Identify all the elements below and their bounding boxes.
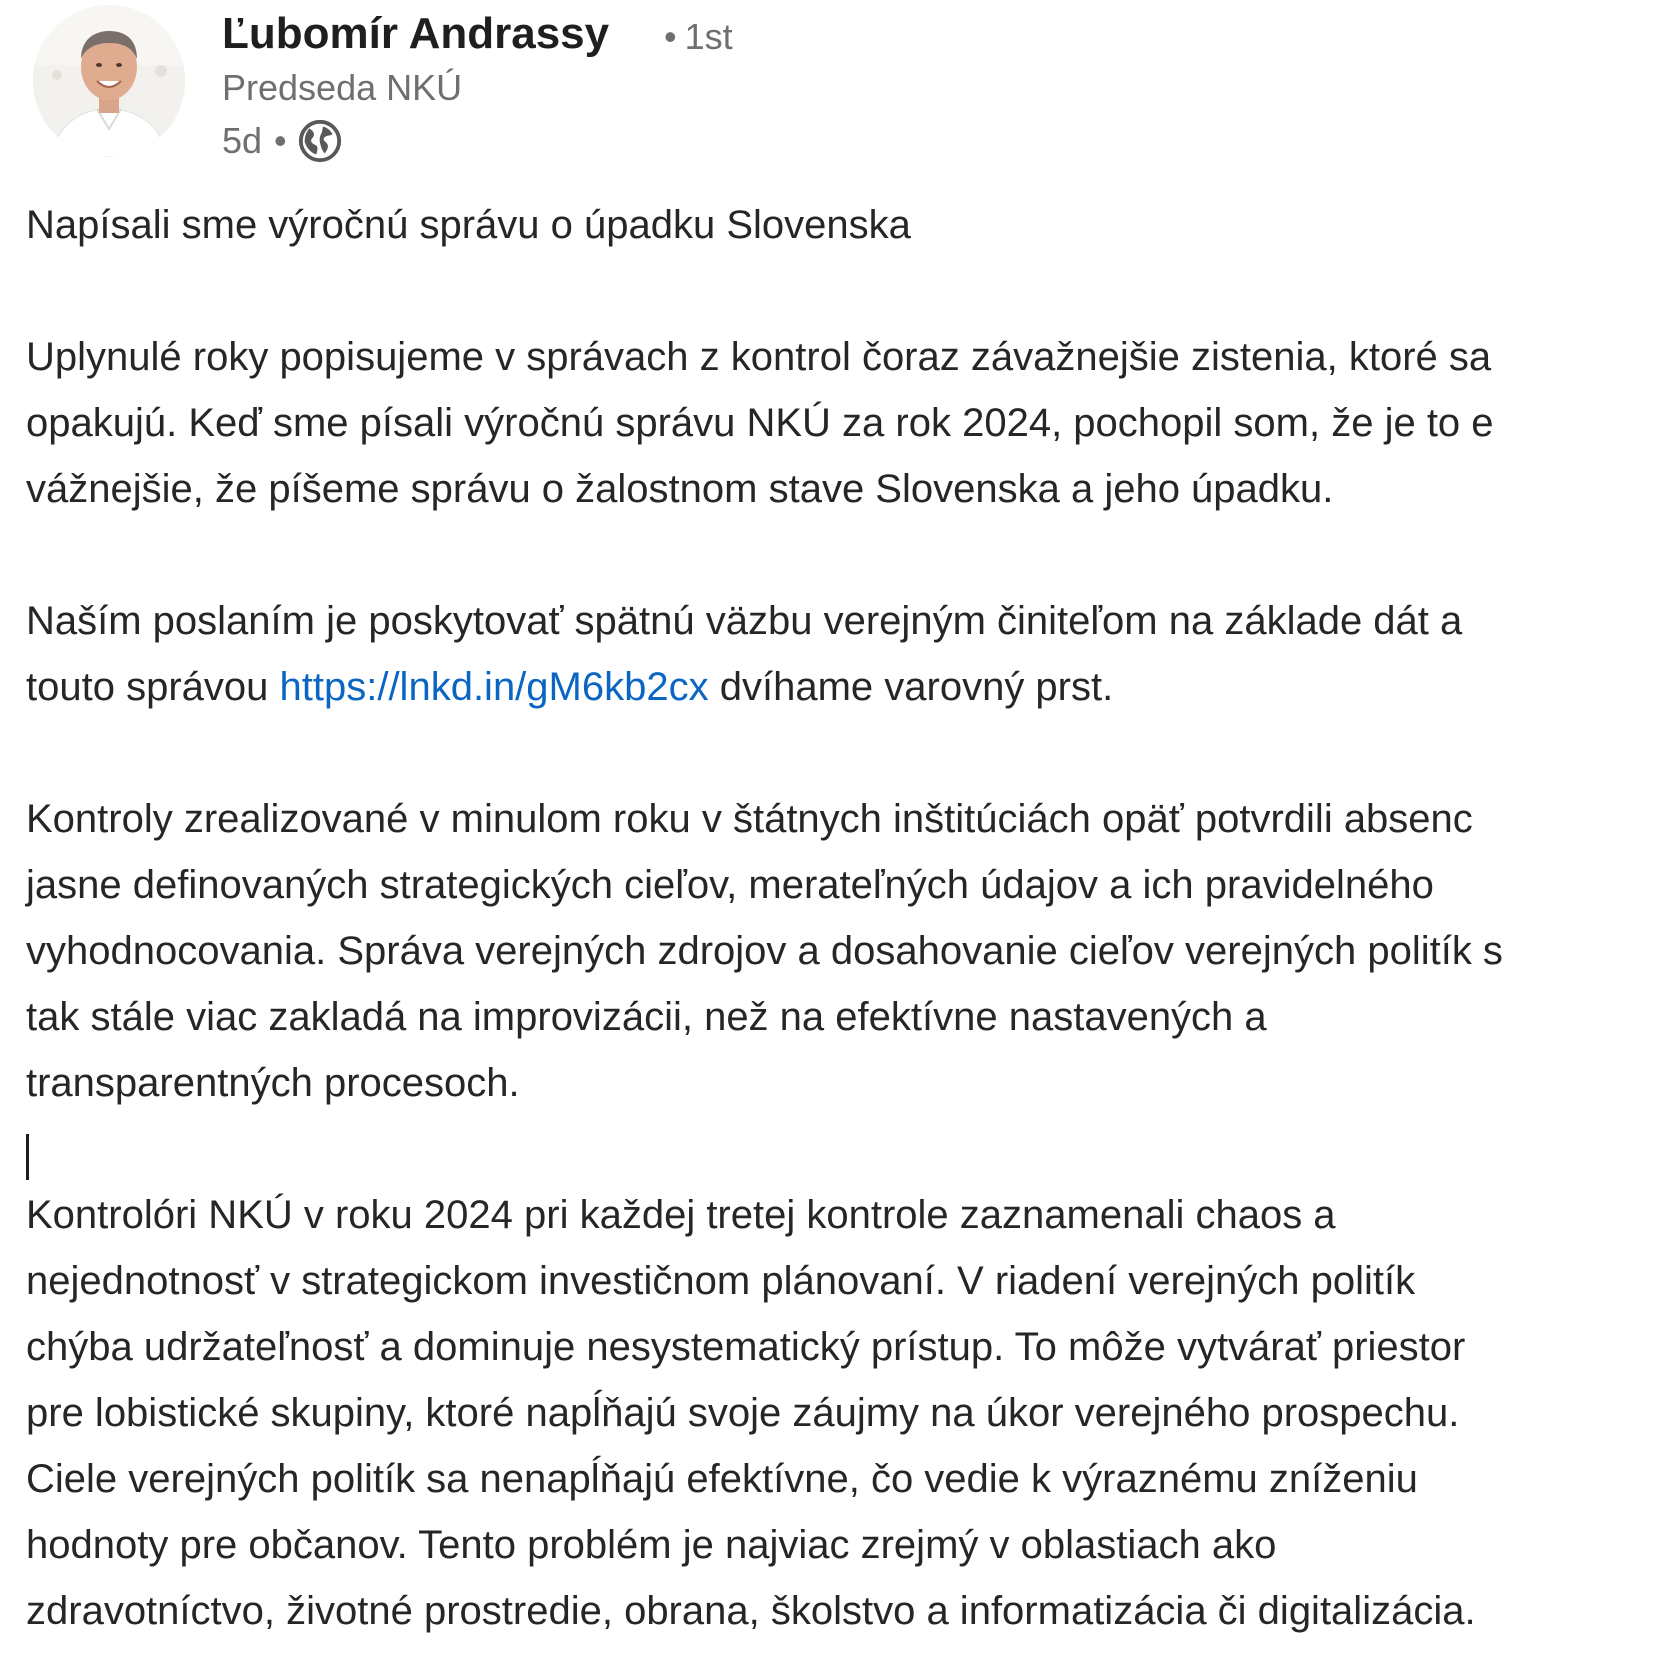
post-line: Naším poslaním je poskytovať spätnú väzbu verejným činiteľom na základe dát a [26, 599, 1463, 643]
author-name[interactable]: Ľubomír Andrassy [222, 9, 610, 58]
post-line: vyhodnocovania. Správa verejných zdrojov a dosahovanie cieľov verejných politík s [26, 929, 1503, 973]
post-line: zdravotníctvo, životné prostredie, obrana, školstvo a informatizácia či digitalizácia. [26, 1589, 1476, 1633]
post-line: opakujú. Keď sme písali výročnú správu NKÚ za rok 2024, pochopil som, že je to e [26, 401, 1494, 445]
post-line: Kontrolóri NKÚ v roku 2024 pri každej tretej kontrole zaznamenali chaos a [26, 1193, 1336, 1237]
post-line: vážnejšie, že píšeme správu o žalostnom stave Slovenska a jeho úpadku. [26, 467, 1334, 511]
avatar[interactable] [33, 5, 185, 157]
text-caret [26, 1134, 29, 1180]
paragraph-gap [26, 522, 1503, 588]
connection-degree [664, 12, 733, 62]
post-line: Ciele verejných politík sa nenapĺňajú efektívne, čo vedie k výraznému zníženiu [26, 1457, 1418, 1501]
post-line: nejednotnosť v strategickom investičnom plánovaní. V riadení verejných politík [26, 1259, 1416, 1303]
post-line: tak stále viac zakladá na improvizácii, než na efektívne nastavených a [26, 995, 1267, 1039]
post-line: transparentných procesoch. [26, 1061, 520, 1105]
post-text-segment: dvíhame varovný prst. [708, 665, 1114, 709]
post-text-segment: touto správou [26, 665, 280, 709]
post-line: hodnoty pre občanov. Tento problém je najviac zrejmý v oblastiach ako [26, 1523, 1277, 1567]
post-text [26, 192, 1503, 1644]
author-headline: Predseda NKÚ [222, 67, 463, 108]
post-line: chýba udržateľnosť a dominuje nesystematický prístup. To môže vytvárať priestor [26, 1325, 1466, 1369]
post-time[interactable]: 5d [222, 120, 263, 161]
connection-degree-label: 1st [684, 16, 733, 57]
paragraph-gap [26, 720, 1503, 786]
report-link[interactable]: https://lnkd.in/gM6kb2cx [279, 665, 709, 709]
post-meta [222, 113, 343, 169]
globe-icon [297, 118, 343, 164]
post-line: jasne definovaných strategických cieľov, merateľných údajov a ich pravidelného [26, 863, 1434, 907]
post-line: Kontroly zrealizované v minulom roku v štátnych inštitúciách opäť potvrdili absenc [26, 797, 1473, 841]
post-line: Uplynulé roky popisujeme v správach z kontrol čoraz závažnejšie zistenia, ktoré sa [26, 335, 1492, 379]
paragraph-gap [26, 1116, 1503, 1182]
bullet-separator: • [274, 120, 287, 161]
bullet-separator: • [664, 16, 677, 57]
post-line: pre lobistické skupiny, ktoré napĺňajú svoje záujmy na úkor verejného prospechu. [26, 1391, 1460, 1435]
post-line: Napísali sme výročnú správu o úpadku Slovenska [26, 203, 911, 247]
paragraph-gap [26, 258, 1503, 324]
profile-photo [33, 5, 185, 157]
post-line [26, 654, 1503, 720]
